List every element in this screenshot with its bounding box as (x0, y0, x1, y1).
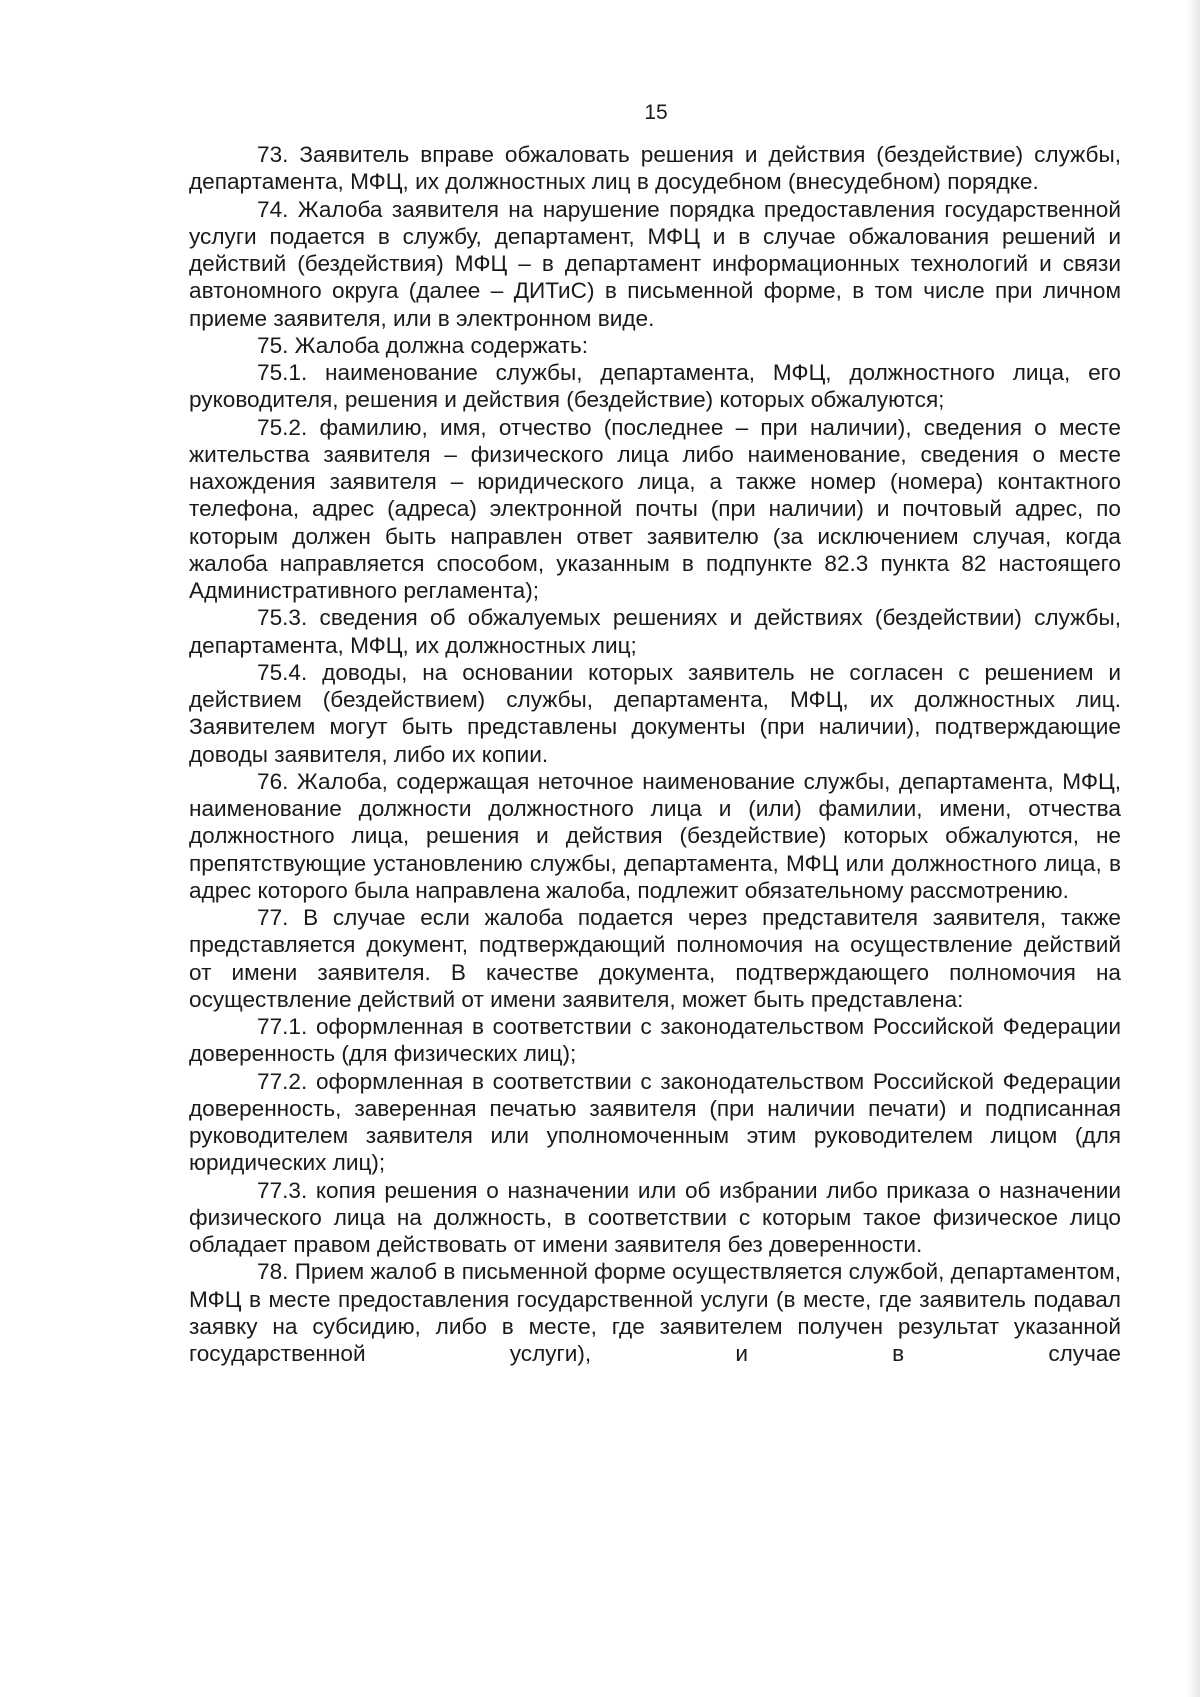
document-body (189, 141, 1121, 1367)
paragraph-77-3: 77.3. копия решения о назначении или об избрании либо приказа о назначении физического лица на должность, в соответствии с которым такое физическое лицо обладает правом действовать от имени заявителя без доверенности. (189, 1177, 1121, 1257)
paragraph-75-4: 75.4. доводы, на основании которых заявитель не согласен с решением и действием (бездействием) службы, департамента, МФЦ, их должностных лиц. Заявителем могут быть представлены документы (при наличии), подтверждающие доводы заявителя, либо их копии. (189, 659, 1121, 767)
paragraph-77-2: 77.2. оформленная в соответствии с законодательством Российской Федерации доверенность, заверенная печатью заявителя (при наличии печати) и подписанная руководителем заявителя или уполномоченным этим руководителем лицом (для юридических лиц); (189, 1068, 1121, 1176)
paragraph-77-1: 77.1. оформленная в соответствии с законодательством Российской Федерации доверенность (для физических лиц); (189, 1014, 1121, 1067)
paragraph-73: 73. Заявитель вправе обжаловать решения и действия (бездействие) службы, департамента, МФЦ, их должностных лиц в досудебном (внесудебном) порядке. (189, 142, 1121, 195)
paragraph-78: 78. Прием жалоб в письменной форме осуществляется службой, департаментом, МФЦ в месте предоставления государственной услуги (в месте, где заявитель подавал заявку на субсидию, либо в месте, где заявителем получен результат указанной государственной услуги), и в случае (189, 1259, 1121, 1366)
paragraph-74: 74. Жалоба заявителя на нарушение порядка предоставления государственной услуги подается в службу, департамент, МФЦ и в случае обжалования решений и действий (бездействия) МФЦ – в департамент информационных технологий и связи автономного округа (далее – ДИТиС) в письменной форме, в том числе при личном приеме заявителя, или в электронном виде. (189, 196, 1121, 331)
page-edge-shadow (1186, 0, 1200, 1697)
paragraph-75-3: 75.3. сведения об обжалуемых решениях и действиях (бездействии) службы, департамента, МФЦ, их должностных лиц; (189, 605, 1121, 658)
paragraph-75-1: 75.1. наименование службы, департамента, МФЦ, должностного лица, его руководителя, решения и действия (бездействие) которых обжалуются; (189, 360, 1121, 413)
paragraph-76: 76. Жалоба, содержащая неточное наименование службы, департамента, МФЦ, наименование должности должностного лица и (или) фамилии, имени, отчества должностного лица, решения и действия (бездействие) которых обжалуются, не препятствующие установлению службы, департамента, МФЦ или должностного лица, в адрес которого была направлена жалоба, подлежит обязательному рассмотрению. (189, 768, 1121, 903)
page-number: 15 (644, 101, 668, 124)
paragraph-75-2: 75.2. фамилию, имя, отчество (последнее – при наличии), сведения о месте жительства заявителя – физического лица либо наименование, сведения о месте нахождения заявителя – юридического лица, а также номер (номера) контактного телефона, адрес (адреса) электронной почты (при наличии) и почтовый адрес, по которым должен быть направлен ответ заявителю (за исключением случая, когда жалоба направляется способом, указанным в подпункте 82.3 пункта 82 настоящего Административного регламента); (189, 414, 1121, 603)
paragraph-75: 75. Жалоба должна содержать: (257, 332, 589, 358)
paragraph-77: 77. В случае если жалоба подается через представителя заявителя, также представляется документ, подтверждающий полномочия на осуществление действий от имени заявителя. В качестве документа, подтверждающего полномочия на осуществление действий от имени заявителя, может быть представлена: (189, 905, 1121, 1012)
